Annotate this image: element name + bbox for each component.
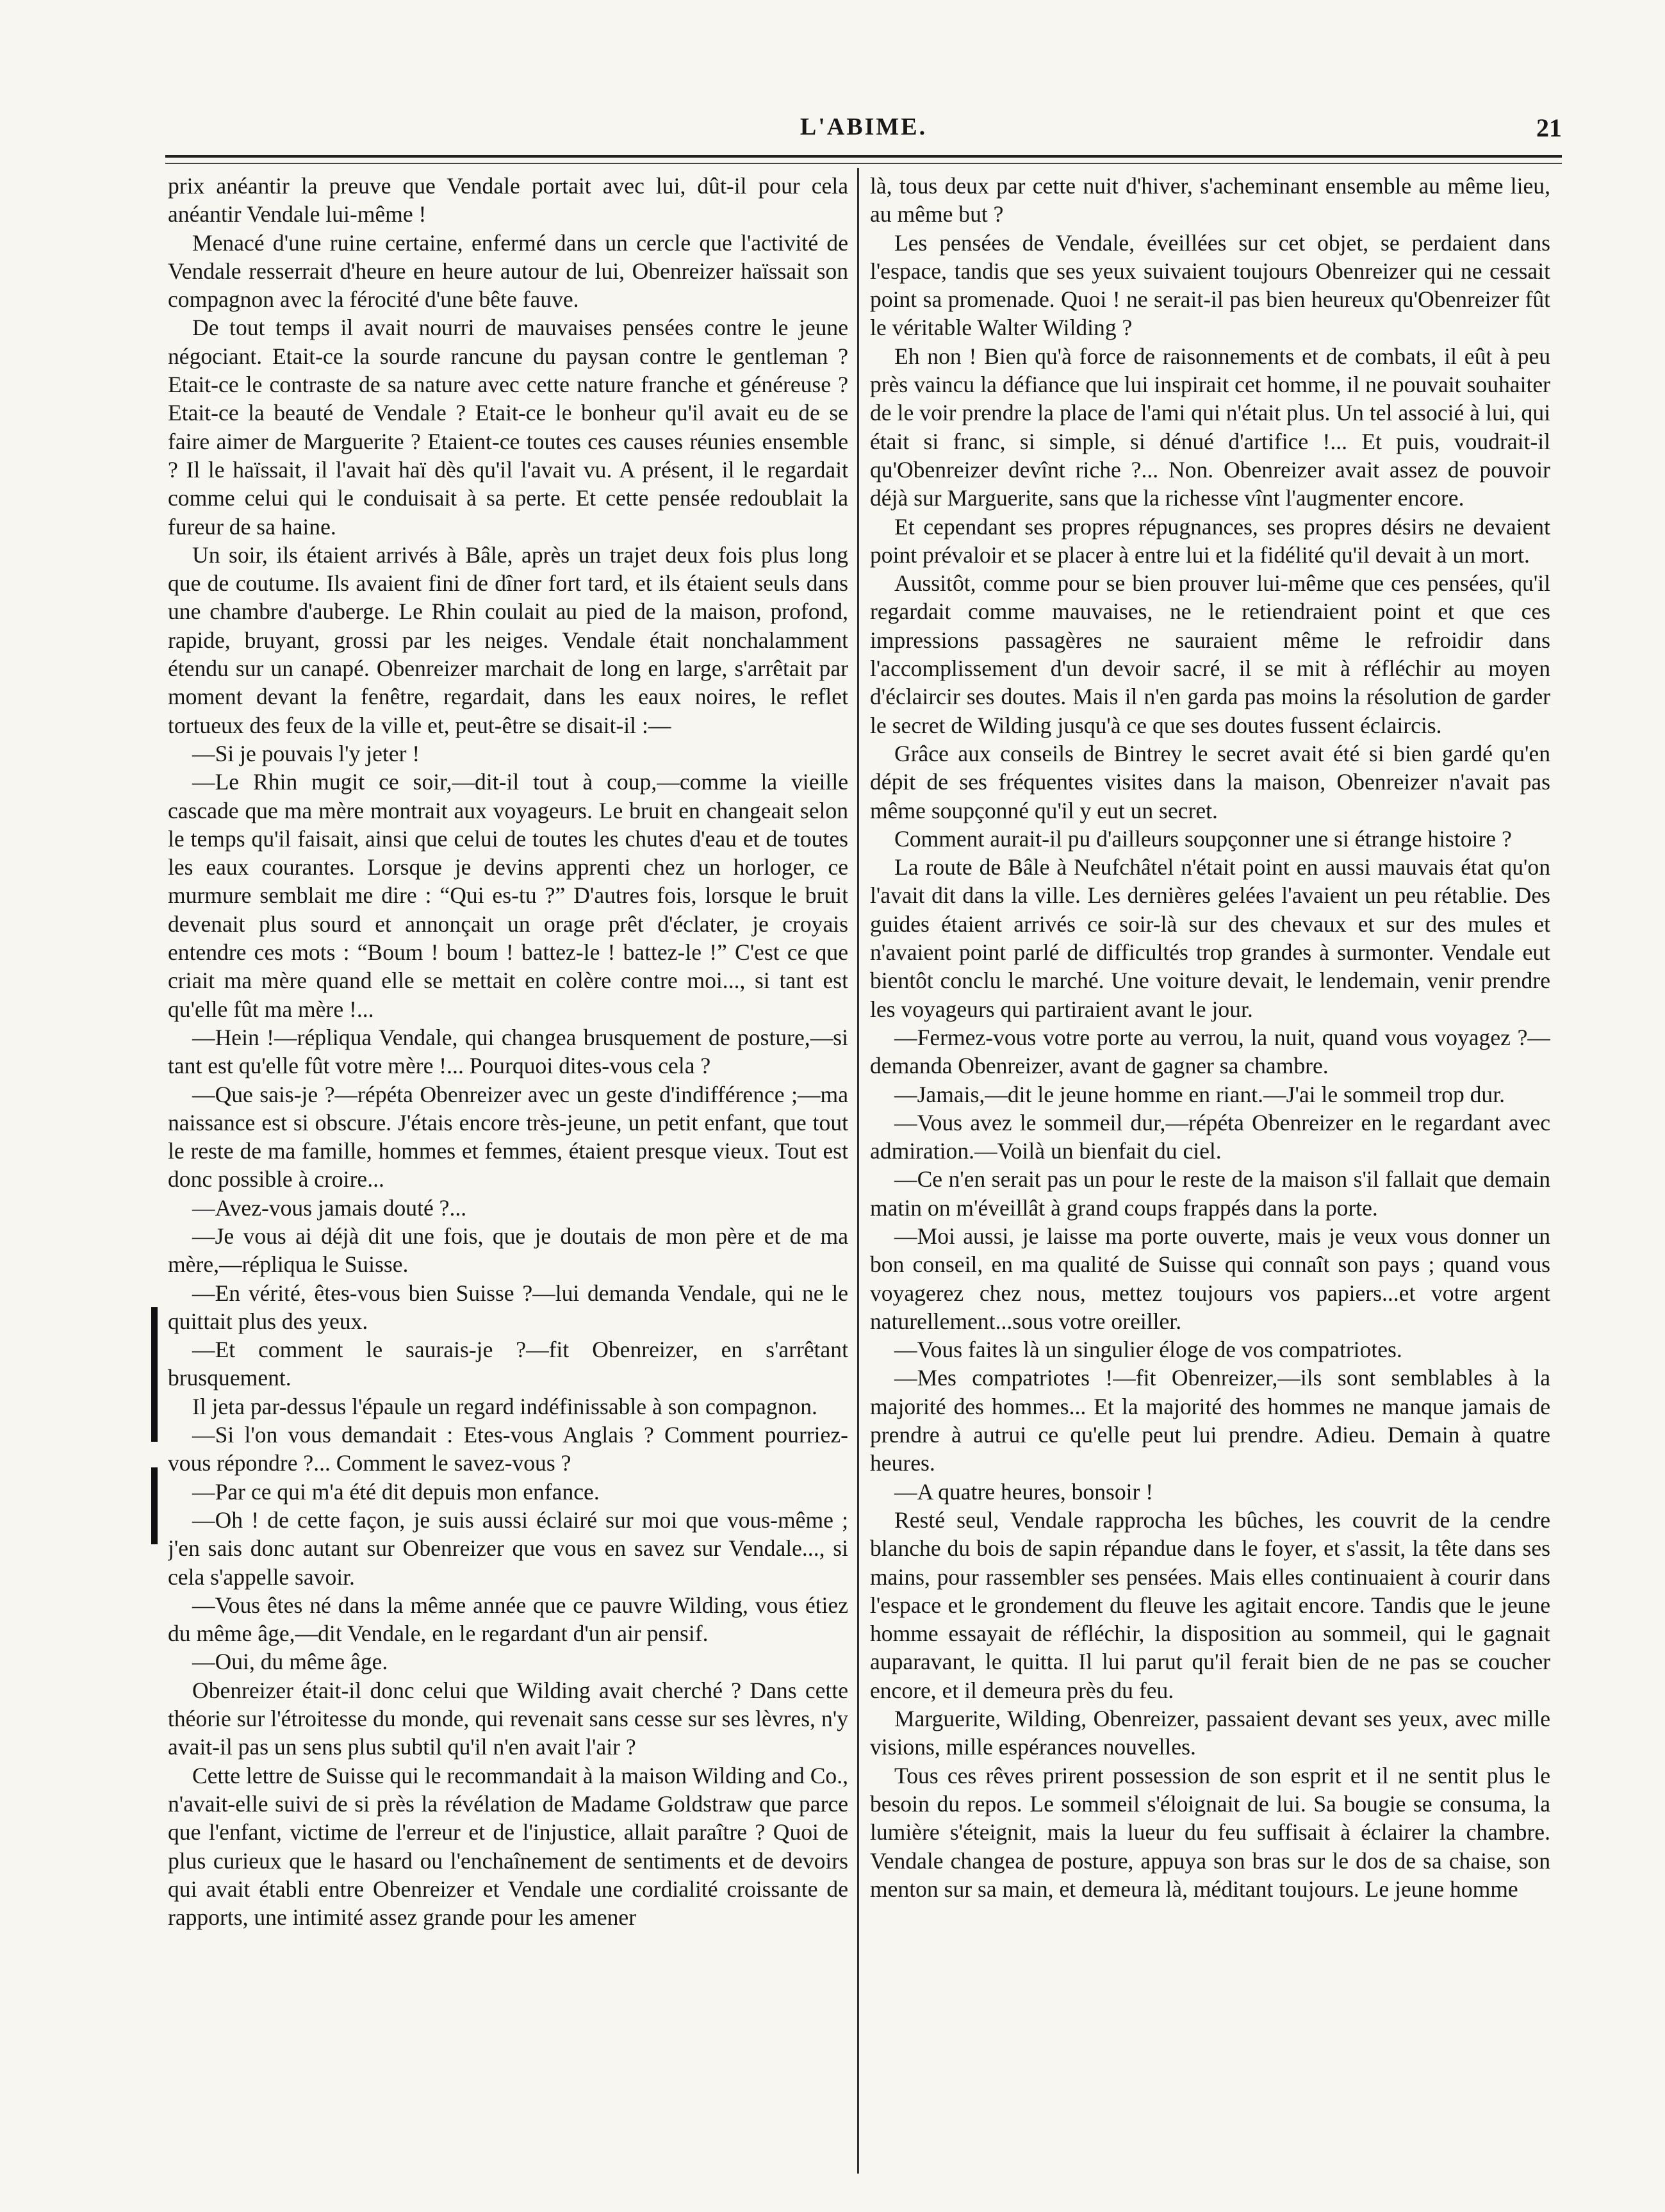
paragraph: Les pensées de Vendale, éveillées sur cet objet, se perdaient dans l'espace, tandis que ses yeux suivaient toujours Obenreizer qui ne cessait point sa promenade. Quoi ! ne serait-il pas bien heureux qu'Obenreizer fût le véritable Walter Wilding ? xyxy=(870,229,1550,341)
paragraph: Aussitôt, comme pour se bien prouver lui-même que ces pensées, qu'il regardait comme mauvaises, ne le retiendraient point et que ces impressions passagères ne sauraient même le refroidir dans l'accomplissement d'un devoir sacré, il se mit à réfléchir au moyen d'éclaircir ses doutes. Mais il n'en garda pas moins la résolution de garder le secret de Wilding jusqu'à ce que ses doutes fussent éclaircis. xyxy=(870,570,1550,738)
paragraph: —Le Rhin mugit ce soir,—dit-il tout à coup,—comme la vieille cascade que ma mère montrait aux voyageurs. Le bruit en changeait selon le temps qu'il faisait, ainsi que celui de toutes les chutes d'eau et de toutes les eaux courantes. Lorsque je devins apprenti chez un horloger, ce murmure semblait me dire : “Qui es-tu ?” D'autres fois, lorsque le bruit devenait plus sourd et annonçait un orage prêt d'éclater, je croyais entendre ces mots : “Boum ! boum ! battez-le ! battez-le !” C'est ce que criait ma mère quand elle se mettait en colère contre moi..., si tant est qu'elle fût ma mère !... xyxy=(168,769,848,1022)
paragraph: —A quatre heures, bonsoir ! xyxy=(894,1478,1154,1505)
paragraph: Resté seul, Vendale rapprocha les bûches, les couvrit de la cendre blanche du bois de sapin répandue dans le foyer, et s'assit, la tête dans ses mains, pour rassembler ses pensées. Mais elles continuaient à courir dans l'espace et le grondement du fleuve les agitait encore. Tandis que le jeune homme essayait de réfléchir, la disposition au sommeil, qui le gagnait auparavant, le quitta. Il lui parut qu'il ferait bien de ne pas se coucher encore, et il demeura près du feu. xyxy=(870,1506,1550,1703)
paragraph: —Fermez-vous votre porte au verrou, la nuit, quand vous voyagez ?—demanda Obenreizer, avant de gagner sa chambre. xyxy=(870,1024,1550,1079)
right-column xyxy=(870,172,1550,2171)
paragraph: Tous ces rêves prirent possession de son esprit et il ne sentit plus le besoin du repos. Le sommeil s'éloignait de lui. Sa bougie se consuma, la lumière s'éteignit, mais la lueur du feu suffisait à éclairer la chambre. Vendale changea de posture, appuya son bras sur le dos de sa chaise, son menton sur sa main, et demeura là, méditant toujours. Le jeune homme xyxy=(870,1762,1550,1902)
paragraph: Cette lettre de Suisse qui le recommandait à la maison Wilding and Co., n'avait-elle suivi de si près la révélation de Madame Goldstraw que parce que l'enfant, victime de l'erreur et de l'injustice, allait paraître ? Quoi de plus curieux que le hasard ou l'enchaînement de sentiments et de devoirs qui avait établi entre Obenreizer et Vendale une cordialité croissante de rapports, une intimité assez grande pour les amener xyxy=(168,1762,848,1931)
paragraph: —Avez-vous jamais douté ?... xyxy=(192,1194,467,1221)
paragraph: —Hein !—répliqua Vendale, qui changea brusquement de posture,—si tant est qu'elle fût votre mère !... Pourquoi dites-vous cela ? xyxy=(168,1024,848,1079)
paragraph: —Jamais,—dit le jeune homme en riant.—J'ai le sommeil trop dur. xyxy=(894,1081,1505,1107)
paragraph: —Je vous ai déjà dit une fois, que je doutais de mon père et de ma mère,—répliqua le Suisse. xyxy=(168,1223,848,1278)
page-number: 21 xyxy=(1536,113,1562,142)
paragraph: —Oui, du même âge. xyxy=(192,1649,388,1675)
header-rule xyxy=(165,155,1562,158)
paragraph: Obenreizer était-il donc celui que Wilding avait cherché ? Dans cette théorie sur l'étroitesse du monde, qui revenait sans cesse sur ses lèvres, n'y avait-il pas un sens plus subtil qu'il n'en avait l'air ? xyxy=(168,1677,848,1760)
paragraph: —Ce n'en serait pas un pour le reste de la maison s'il fallait que demain matin on m'éveillât à grand coups frappés dans la porte. xyxy=(870,1166,1550,1221)
running-title: L'ABIME. xyxy=(800,113,928,140)
paragraph: —Oh ! de cette façon, je suis aussi éclairé sur moi que vous-même ; j'en sais donc autant sur Obenreizer que vous en savez sur Vendale..., si cela s'appelle savoir. xyxy=(168,1506,848,1590)
paragraph: —Si je pouvais l'y jeter ! xyxy=(192,740,420,766)
paragraph: —Vous avez le sommeil dur,—répéta Obenreizer en le regardant avec admiration.—Voilà un bienfait du ciel. xyxy=(870,1109,1550,1164)
paragraph: —Et comment le saurais-je ?—fit Obenreizer, en s'arrêtant brusquement. xyxy=(168,1337,848,1391)
paragraph: De tout temps il avait nourri de mauvaises pensées contre le jeune négociant. Etait-ce la sourde rancune du paysan contre le gentleman ? Etait-ce le contraste de sa nature avec cette nature franche et généreuse ? Etait-ce la beauté de Vendale ? Etait-ce le bonheur qu'il avait eu de se faire aimer de Marguerite ? Etaient-ce toutes ces causes réunies ensemble ? Il le haïssait, il l'avait haï dès qu'il l'avait vu. A présent, il le regardait comme celui qui le conduisait à sa perte. Et cette pensée redoublait la fureur de sa haine. xyxy=(168,315,848,540)
paragraph: —Mes compatriotes !—fit Obenreizer,—ils sont semblables à la majorité des hommes... Et la majorité des hommes ne manque jamais de prendre à autrui ce qu'elle peut lui prendre. Adieu. Demain à quatre heures. xyxy=(870,1365,1550,1476)
column-divider xyxy=(857,168,859,2174)
paragraph: Marguerite, Wilding, Obenreizer, passaient devant ses yeux, avec mille visions, mille espérances nouvelles. xyxy=(870,1706,1550,1760)
paragraph: —Moi aussi, je laisse ma porte ouverte, mais je veux vous donner un bon conseil, en ma qualité de Suisse qui connaît son pays ; quand vous voyagerez chez nous, mettez toujours vos papiers...et votre argent naturellement...sous votre oreiller. xyxy=(870,1223,1550,1334)
page-header xyxy=(165,113,1562,151)
paragraph: —Vous faites là un singulier éloge de vos compatriotes. xyxy=(894,1337,1402,1363)
paragraph: Grâce aux conseils de Bintrey le secret avait été si bien gardé qu'en dépit de ses fréquentes visites dans la maison, Obenreizer n'avait pas même soupçonné qu'il y eut un secret. xyxy=(870,740,1550,823)
margin-bar xyxy=(151,1467,158,1544)
paragraph: Eh non ! Bien qu'à force de raisonnements et de combats, il eût à peu près vaincu la défiance que lui inspirait cet homme, il ne pouvait souhaiter de le voir prendre la place de l'ami qui n'était plus. Un tel associé à lui, qui était si franc, si simple, si dénué d'artifice !... Et puis, voudrait-il qu'Obenreizer devînt riche ?... Non. Obenreizer avait assez de pouvoir déjà sur Marguerite, sans que la richesse vînt l'augmenter encore. xyxy=(870,343,1550,511)
paragraph: Et cependant ses propres répugnances, ses propres désirs ne devaient point prévaloir et se placer à entre lui et la fidélité qu'il devait à un mort. xyxy=(870,513,1550,568)
paragraph: —Si l'on vous demandait : Etes-vous Anglais ? Comment pourriez-vous répondre ?... Comment le savez-vous ? xyxy=(168,1422,848,1476)
paragraph: —En vérité, êtes-vous bien Suisse ?—lui demanda Vendale, qui ne le quittait plus des yeux. xyxy=(168,1280,848,1334)
paragraph: prix anéantir la preuve que Vendale portait avec lui, dût-il pour cela anéantir Vendale lui-même ! xyxy=(168,173,848,227)
paragraph: —Que sais-je ?—répéta Obenreizer avec un geste d'indifférence ;—ma naissance est si obscure. J'étais encore très-jeune, un petit enfant, que tout le reste de ma famille, hommes et femmes, étaient presque vieux. Tout est donc possible à croire... xyxy=(168,1081,848,1193)
paragraph: Menacé d'une ruine certaine, enfermé dans un cercle que l'activité de Vendale resserrait d'heure en heure autour de lui, Obenreizer haïssait son compagnon avec la férocité d'une bête fauve. xyxy=(168,229,848,313)
header-rule-thin xyxy=(165,163,1562,164)
paragraph: —Par ce qui m'a été dit depuis mon enfance. xyxy=(192,1478,600,1505)
paragraph: —Vous êtes né dans la même année que ce pauvre Wilding, vous étiez du même âge,—dit Vendale, en le regardant d'un air pensif. xyxy=(168,1592,848,1647)
paragraph: Un soir, ils étaient arrivés à Bâle, après un trajet deux fois plus long que de coutume. Ils avaient fini de dîner fort tard, et ils étaient seuls dans une chambre d'auberge. Le Rhin coulait au pied de la maison, profond, rapide, bruyant, grossi par les neiges. Vendale était nonchalamment étendu sur un canapé. Obenreizer marchait de long en large, s'arrêtait par moment devant la fenêtre, regardait, dans les eaux noires, le reflet tortueux des feux de la ville et, peut-être se disait-il :— xyxy=(168,541,848,738)
paragraph: là, tous deux par cette nuit d'hiver, s'acheminant ensemble au même lieu, au même but ? xyxy=(870,173,1550,227)
paragraph: Il jeta par-dessus l'épaule un regard indéfinissable à son compagnon. xyxy=(192,1393,817,1419)
paragraph: Comment aurait-il pu d'ailleurs soupçonner une si étrange histoire ? xyxy=(894,825,1512,852)
margin-bar xyxy=(151,1307,158,1442)
left-column xyxy=(168,172,848,2171)
paragraph: La route de Bâle à Neufchâtel n'était point en aussi mauvais état qu'on l'avait dit dans la ville. Les dernières gelées l'avaient un peu rétablie. Des guides étaient arrivés ce soir-là sur des chevaux et sur des mules et n'avaient point parlé de difficultés trop grandes à surmonter. Vendale eut bientôt conclu le marché. Une voiture devait, le lendemain, venir prendre les voyageurs qui partiraient avant le jour. xyxy=(870,854,1550,1022)
